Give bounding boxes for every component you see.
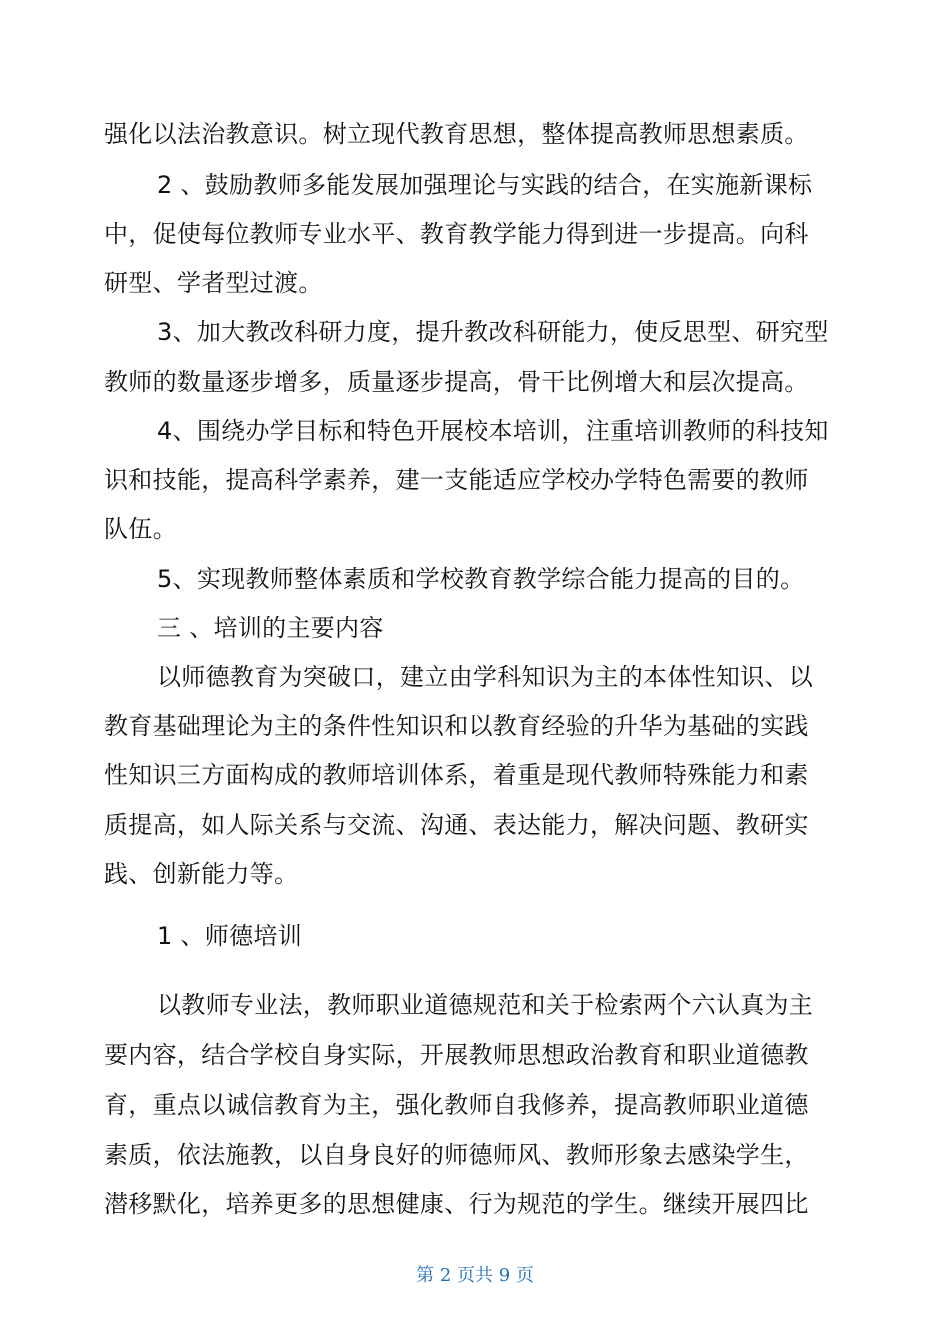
text-line: 强化以法治教意识。树立现代教育思想，整体提高教师思想素质。: [104, 120, 809, 148]
text-line: 研型、学者型过渡。: [104, 269, 323, 297]
text-line: 育，重点以诚信教育为主，强化教师自我修养，提高教师职业道德: [104, 1091, 809, 1119]
text-line: 教师的数量逐步增多，质量逐步提高，骨干比例增大和层次提高。: [104, 368, 809, 396]
text-line: 以师德教育为突破口，建立由学科知识为主的本体性知识、以: [157, 663, 814, 691]
text-line: 践、创新能力等。: [104, 860, 299, 888]
text-line: 性知识三方面构成的教师培训体系，着重是现代教师特殊能力和素: [104, 761, 809, 789]
text-line: 队伍。: [104, 515, 177, 543]
page-number: 第 2 页共 9 页: [416, 1265, 534, 1286]
text-line: 以教师专业法，教师职业道德规范和关于检索两个六认真为主: [157, 991, 814, 1019]
text-line: 4、围绕办学目标和特色开展校本培训，注重培训教师的科技知: [157, 417, 829, 445]
text-line: 识和技能，提高科学素养，建一支能适应学校办学特色需要的教师: [104, 466, 809, 494]
text-line: 质提高，如人际关系与交流、沟通、表达能力，解决问题、教研实: [104, 811, 809, 839]
text-line: 教育基础理论为主的条件性知识和以教育经验的升华为基础的实践: [104, 712, 809, 740]
subsection-heading: 1 、师德培训: [157, 922, 302, 950]
text-line: 2 、鼓励教师多能发展加强理论与实践的结合，在实施新课标: [157, 171, 813, 199]
text-line: 3、加大教改科研力度，提升教改科研能力，使反思型、研究型: [157, 318, 829, 346]
text-line: 素质，依法施教，以自身良好的师德师风、教师形象去感染学生，: [104, 1141, 809, 1169]
section-heading: 三 、培训的主要内容: [157, 614, 384, 642]
text-line: 中，促使每位教师专业水平、教育教学能力得到进一步提高。向科: [104, 220, 809, 248]
text-line: 5、实现教师整体素质和学校教育教学综合能力提高的目的。: [157, 565, 805, 593]
text-line: 要内容，结合学校自身实际，开展教师思想政治教育和职业道德教: [104, 1041, 809, 1069]
text-line: 潜移默化，培养更多的思想健康、行为规范的学生。继续开展四比: [104, 1190, 809, 1218]
